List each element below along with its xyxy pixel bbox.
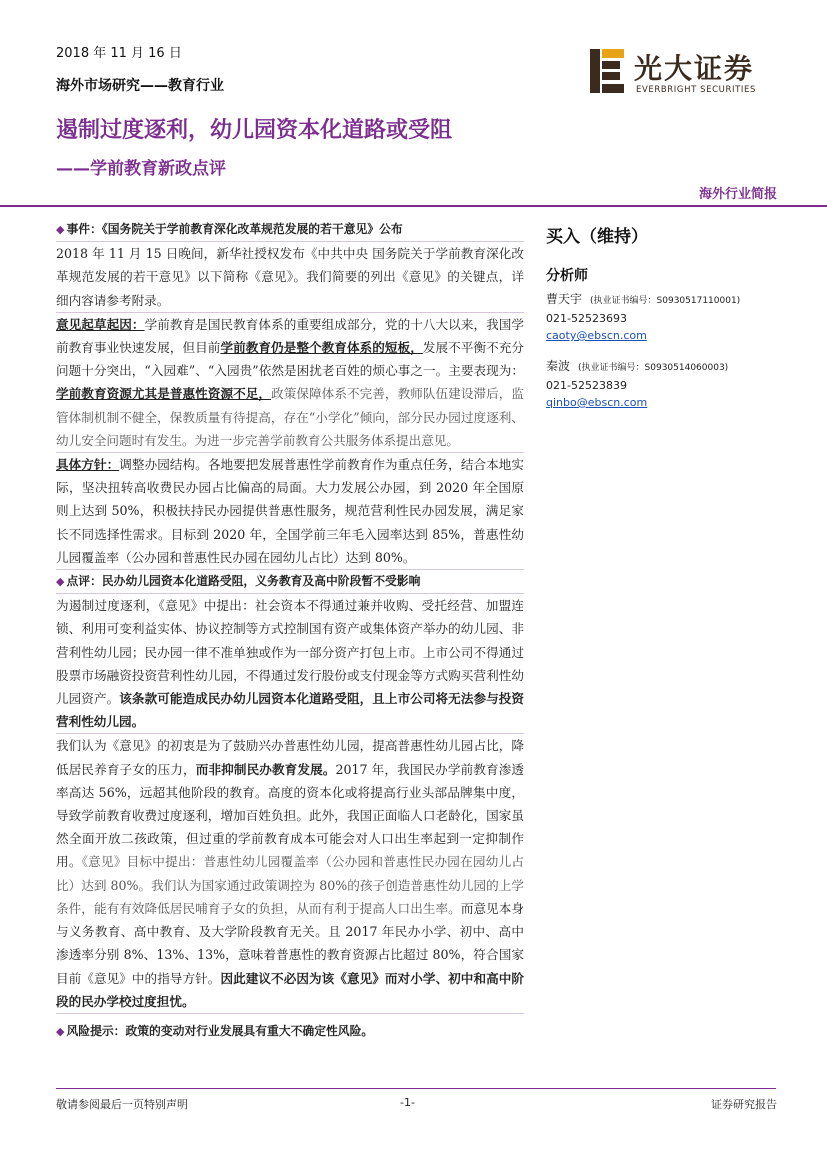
report-series: 海外市场研究——教育行业 [56,78,224,94]
comment-2-text-1: 我们认为《意见》的初衷是为了鼓励兴办普惠性幼儿园，提高普惠性幼儿园占比，降低居民养育子女的压力， [56,738,524,777]
risk-heading [56,1020,524,1043]
report-subtitle: ——学前教育新政点评 [56,159,226,179]
background-text-3: 政策保障体系不完善，教师队伍建设滞后，监管体制机制不健全，保教质量有待提高，存在“小学化”倾向，部分民办园过度逐利、幼儿安全问题时有发生。为进一步完善学前教育公共服务体系提出意见。 [56,386,525,448]
everbright-logo-icon [590,49,624,93]
footer-divider [56,1088,776,1089]
header-divider [0,205,827,207]
main-content [56,218,524,1043]
event-heading-text: 事件：《国务院关于学前教育深化改革规范发展的若干意见》公布 [66,222,403,236]
analyst-name: 曹天宇 [546,292,583,306]
comment-2-text-3: 而意见本身与义务教育、高中教育、及大学阶段教育无关。且 2017 年民办小学、初中、高中渗透率分别 8%、13%、13%，意味着普惠性的教育资源占比超过 80%，符合国家目前《意见》中的指导方针。 [56,900,525,986]
analyst-name: 秦波 [546,359,571,373]
footer-doc-type: 证券研究报告 [711,1098,777,1111]
comment-1-bold: 该条款可能造成民办幼儿园资本化道路受阻，且上市公司将无法参与投资营利性幼儿园。 [56,691,525,730]
diamond-bullet-icon: ◆ [56,223,65,236]
comment-2-bold-1: 而非抑制民办教育发展。 [195,761,336,777]
background-paragraph [56,313,524,453]
logo-text-cn: 光大证券 [634,52,755,85]
comment-2-muted: 《意见》目标中提出：普惠性幼儿园覆盖率（公办园和普惠性民办园在园幼儿占比）达到 80%。我们认为国家通过政策调控为 80%的孩子创造普惠性幼儿园的上学条件，能有有效降低居民哺育子女的负担，从而有利于提高人口出生率。 [56,854,525,916]
diamond-bullet-icon: ◆ [56,575,65,589]
background-text-2: 发展不平衡不充分问题十分突出，“入园难”、“入园贵”依然是困扰老百姓的烦心事之一。主要表现为： [56,340,525,379]
page-number: -1- [400,1096,415,1109]
background-bold-2: 学前教育资源尤其是普惠性资源不足， [56,386,272,402]
comment-2-text-2: 2017 年，我国民办学前教育渗透率高达 56%，远超其他阶段的教育。高度的资本化或将提高行业头部品牌集中度，导致学前教育收费过度逐利，增加百姓负担。此外，我国正面临人口老龄化，国家虽然全面开放二孩政策，但过重的学前教育成本可能会对人口出生率起到一定抑制作用。 [56,761,525,870]
logo-text-en: EVERBRIGHT SECURITIES [636,85,756,95]
event-paragraph: 2018 年 11 月 15 日晚间，新华社授权发布《中共中央 国务院关于学前教育深化改革规范发展的若干意见》以下简称《意见》。我们简要的列出《意见》的关键点，详细内容请参考附录。 [56,242,524,313]
analyst-license: (执业证书编号：S0930517110001) [590,296,741,306]
analyst-heading: 分析师 [546,268,588,284]
comment-heading-text: 点评：民办幼儿园资本化道路受阻，义务教育及高中阶段暂不受影响 [66,574,421,589]
analyst-email-link[interactable]: qinbo@ebscn.com [546,396,648,409]
risk-heading-text: 风险提示：政策的变动对行业发展具有重大不确定性风险。 [66,1023,374,1038]
analyst-card [546,358,786,411]
company-logo [590,47,780,97]
analyst-phone: 021-52523693 [546,312,627,325]
analyst-phone: 021-52523839 [546,379,627,392]
investment-rating: 买入（维持） [546,227,648,247]
background-label: 意见起草起因： [56,316,145,332]
background-text-1: 学前教育是国民教育体系的重要组成部分，党的十八大以来，我国学前教育事业快速发展，但目前 [56,316,525,356]
sidebar [546,222,786,425]
event-heading [56,218,524,242]
diamond-bullet-icon: ◆ [56,1024,65,1038]
analyst-email-link[interactable]: caoty@ebscn.com [546,329,647,342]
report-title: 遏制过度逐利，幼儿园资本化道路或受阻 [56,118,453,143]
comment-2-bold-2: 因此建议不必因为该《意见》而对小学、初中和高中阶段的民办学校过度担忧。 [56,970,525,1009]
plan-text: 调整办园结构。各地要把发展普惠性学前教育作为重点任务，结合本地实际，坚决扭转高收费民办园占比偏高的局面。大力发展公办园，到 2020 年全国原则上达到 50%，积极扶持民办园提供普惠性服务，规范营利性民办园发展，满足家长不同选择性需求。目标到 2020 年，全国学前三年毛入园率达到 85%，普惠性幼儿园覆盖率（公办园和普惠性民办园在园幼儿占比）达到 80%。 [56,457,525,565]
footer-disclaimer: 敬请参阅最后一页特别声明 [56,1098,188,1111]
comment-heading [56,570,524,594]
plan-paragraph [56,453,524,570]
report-type: 海外行业简报 [698,187,777,202]
background-bold-1: 学前教育仍是整个教育体系的短板， [220,340,423,356]
analyst-card [546,291,786,344]
comment-paragraph-2 [56,734,524,1013]
report-date: 2018 年 11 月 16 日 [56,46,182,61]
comment-1-text: 为遏制过度逐利，《意见》中提出：社会资本不得通过兼并收购、受托经营、加盟连锁、利用可变利益实体、协议控制等方式控制国有资产或集体资产举办的幼儿园、非营利性幼儿园；民办园一律不准单独或作为一部分资产打包上市。上市公司不得通过股票市场融资投资营利性幼儿园，不得通过发行股份或支付现金等方式购买营利性幼儿园资产。 [56,598,524,707]
analyst-license: (执业证书编号：S0930514060003) [578,363,729,373]
comment-paragraph-1 [56,594,524,734]
plan-label: 具体方针： [56,457,120,473]
